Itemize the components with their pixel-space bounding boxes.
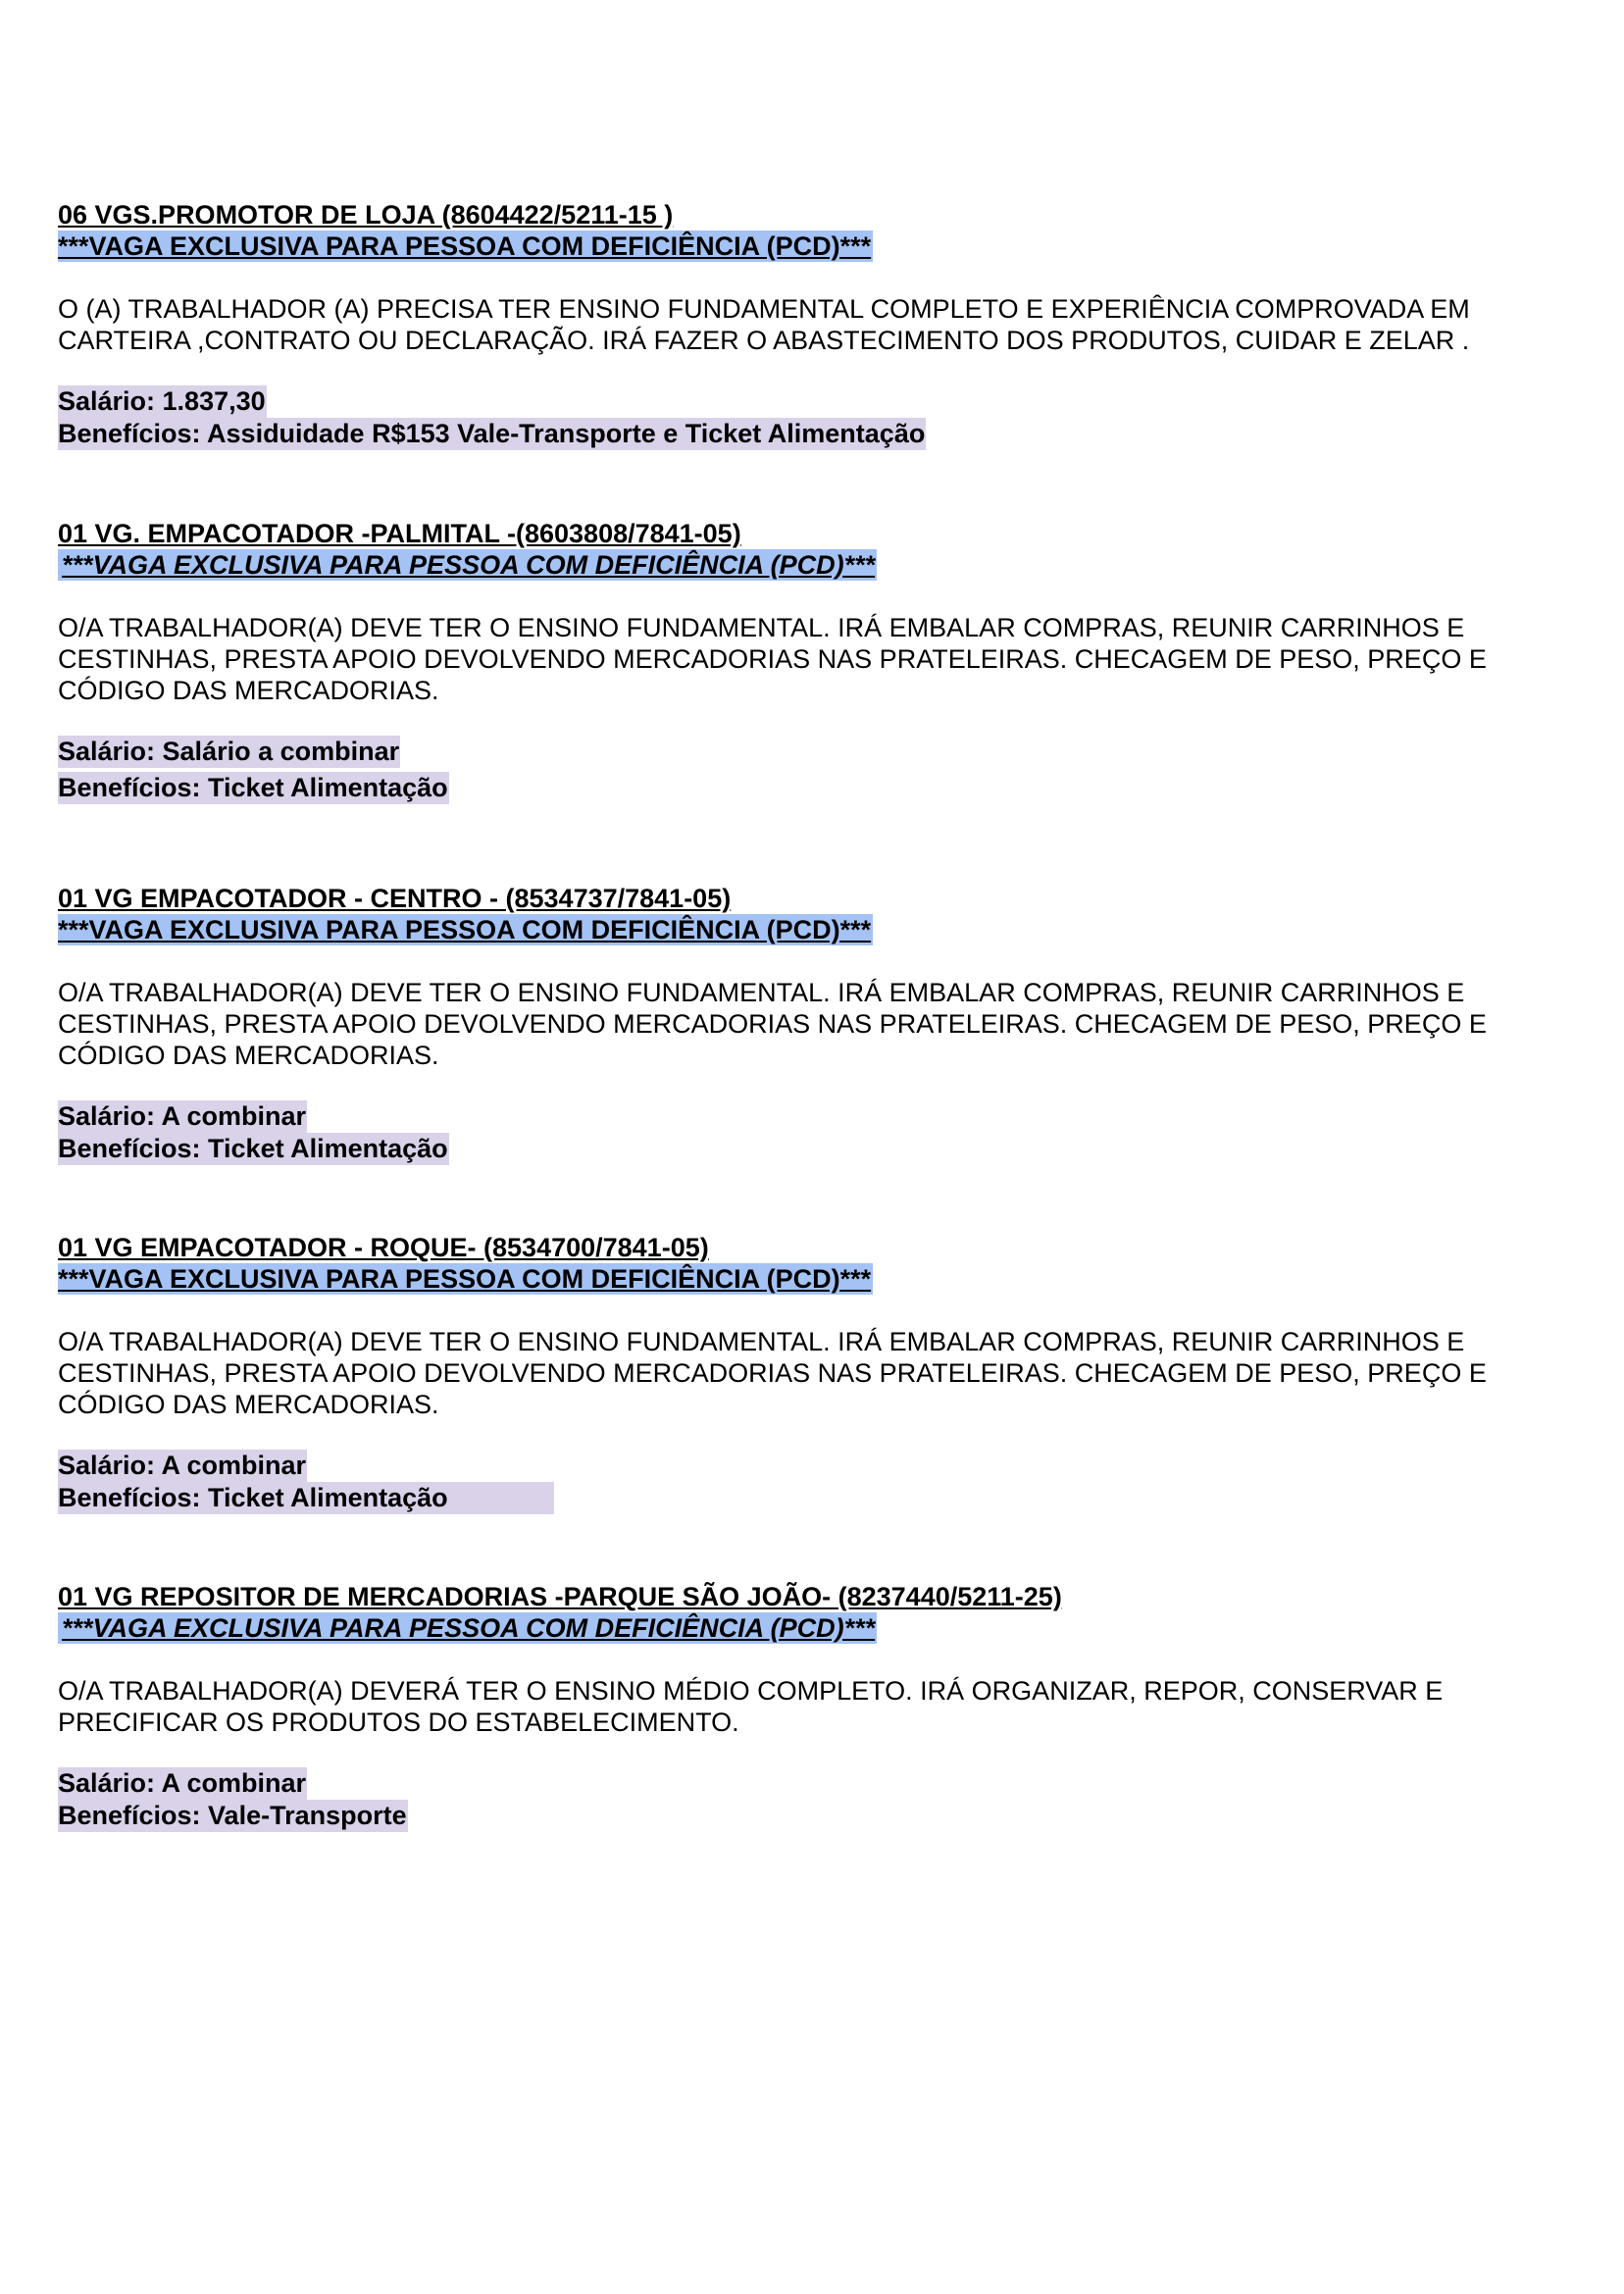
job-description: O/A TRABALHADOR(A) DEVE TER O ENSINO FUNDAMENTAL. IRÁ EMBALAR COMPRAS, REUNIR CARRINHOS E CESTINHAS, PRESTA APOIO DEVOLVENDO MERCADORIAS NAS PRATELEIRAS. CHECAGEM DE PESO, PREÇO E CÓDIGO DAS MERCADORIAS. — [58, 613, 1487, 705]
salary-line: Salário: A combinar — [58, 1101, 307, 1131]
pcd-exclusive-tag: ***VAGA EXCLUSIVA PARA PESSOA COM DEFICIÊNCIA (PCD)*** — [58, 549, 877, 581]
job-listing-empacotador-centro — [58, 883, 1568, 1165]
benefits-line: Benefícios: Vale-Transporte — [58, 1801, 407, 1830]
job-title: 01 VG EMPACOTADOR - ROQUE- (8534700/7841-05) — [58, 1233, 709, 1262]
benefits-line: Benefícios: Ticket Alimentação — [58, 773, 448, 802]
benefits-line: Benefícios: Ticket Alimentação — [58, 1482, 554, 1514]
salary-line: Salário: A combinar — [58, 1768, 307, 1798]
salary-line: Salário: A combinar — [58, 1451, 307, 1480]
job-listing-empacotador-palmital — [58, 518, 1568, 804]
job-description: O/A TRABALHADOR(A) DEVE TER O ENSINO FUNDAMENTAL. IRÁ EMBALAR COMPRAS, REUNIR CARRINHOS E CESTINHAS, PRESTA APOIO DEVOLVENDO MERCADORIAS NAS PRATELEIRAS. CHECAGEM DE PESO, PREÇO E CÓDIGO DAS MERCADORIAS. — [58, 978, 1487, 1070]
job-title: 01 VG REPOSITOR DE MERCADORIAS -PARQUE SÃO JOÃO- (8237440/5211-25) — [58, 1582, 1062, 1611]
job-listing-promotor-de-loja — [58, 199, 1568, 450]
salary-line: Salário: Salário a combinar — [58, 737, 400, 766]
job-compensation — [58, 1450, 1568, 1514]
job-compensation — [58, 736, 1568, 804]
job-listing-empacotador-roque — [58, 1232, 1568, 1514]
pcd-exclusive-tag: ***VAGA EXCLUSIVA PARA PESSOA COM DEFICIÊNCIA (PCD)*** — [58, 915, 872, 944]
job-description: O/A TRABALHADOR(A) DEVE TER O ENSINO FUNDAMENTAL. IRÁ EMBALAR COMPRAS, REUNIR CARRINHOS E CESTINHAS, PRESTA APOIO DEVOLVENDO MERCADORIAS NAS PRATELEIRAS. CHECAGEM DE PESO, PREÇO E CÓDIGO DAS MERCADORIAS. — [58, 1327, 1487, 1419]
job-title: 06 VGS.PROMOTOR DE LOJA (8604422/5211-15 ) — [58, 200, 674, 229]
job-compensation — [58, 385, 1568, 450]
job-title: 01 VG. EMPACOTADOR -PALMITAL -(8603808/7841-05) — [58, 519, 741, 548]
benefits-line: Benefícios: Ticket Alimentação — [58, 1134, 448, 1163]
benefits-line: Benefícios: Assiduidade R$153 Vale-Transporte e Ticket Alimentação — [58, 419, 926, 448]
job-title: 01 VG EMPACOTADOR - CENTRO - (8534737/7841-05) — [58, 884, 732, 913]
job-compensation — [58, 1100, 1568, 1165]
job-compensation — [58, 1767, 1568, 1832]
job-listing-repositor-de-mercadorias — [58, 1581, 1568, 1832]
pcd-exclusive-tag: ***VAGA EXCLUSIVA PARA PESSOA COM DEFICIÊNCIA (PCD)*** — [58, 1612, 877, 1644]
job-description: O/A TRABALHADOR(A) DEVERÁ TER O ENSINO MÉDIO COMPLETO. IRÁ ORGANIZAR, REPOR, CONSERVAR E PRECIFICAR OS PRODUTOS DO ESTABELECIMENTO. — [58, 1676, 1444, 1737]
pcd-exclusive-tag: ***VAGA EXCLUSIVA PARA PESSOA COM DEFICIÊNCIA (PCD)*** — [58, 231, 872, 261]
job-description: O (A) TRABALHADOR (A) PRECISA TER ENSINO FUNDAMENTAL COMPLETO E EXPERIÊNCIA COMPROVADA EM CARTEIRA ,CONTRATO OU DECLARAÇÃO. IRÁ FAZER O ABASTECIMENTO DOS PRODUTOS, CUIDAR E ZELAR . — [58, 294, 1470, 355]
pcd-exclusive-tag: ***VAGA EXCLUSIVA PARA PESSOA COM DEFICIÊNCIA (PCD)*** — [58, 1264, 872, 1294]
salary-line: Salário: 1.837,30 — [58, 386, 266, 416]
